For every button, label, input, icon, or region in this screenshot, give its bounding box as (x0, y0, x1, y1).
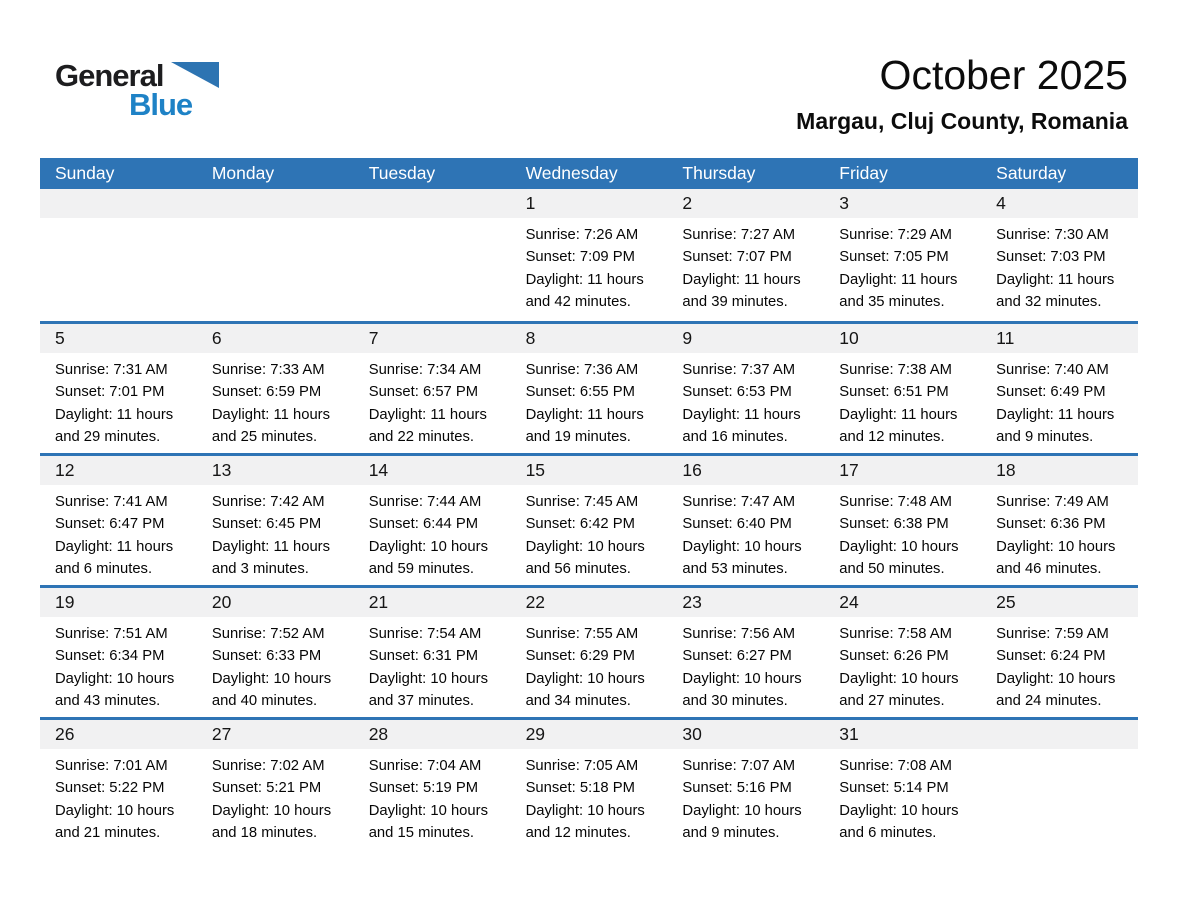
calendar-day-cell (197, 456, 354, 585)
calendar-day-cell (40, 456, 197, 585)
day-number: 1 (525, 193, 536, 213)
calendar-day-cell (511, 588, 668, 717)
daylight-text-line2: and 50 minutes. (839, 561, 945, 578)
daylight-text-line2: and 42 minutes. (525, 294, 631, 311)
logo-triangle-icon (171, 62, 219, 88)
day-header-thursday: Thursday (682, 163, 756, 183)
daylight-text-line2: and 56 minutes. (525, 561, 631, 578)
daylight-text-line1: Daylight: 11 hours (211, 406, 331, 423)
daylight-text-line1: Daylight: 10 hours (996, 670, 1116, 687)
sunset-text: Sunset: 6:33 PM (211, 648, 322, 665)
sunset-text: Sunset: 6:45 PM (211, 516, 322, 533)
sunrise-text: Sunrise: 7:47 AM (682, 494, 796, 510)
week-row (40, 189, 1138, 321)
daylight-text-line2: and 39 minutes. (682, 294, 788, 311)
sunset-text: Sunset: 5:14 PM (839, 780, 949, 797)
calendar-day-cell (511, 456, 668, 585)
daylight-text-line2: and 32 minutes. (996, 294, 1102, 311)
day-number: 9 (682, 328, 693, 348)
sunset-text: Sunset: 6:26 PM (839, 648, 949, 665)
calendar-empty-cell (981, 720, 1138, 849)
day-number: 4 (996, 193, 1006, 213)
sunset-text: Sunset: 6:29 PM (525, 648, 635, 665)
daylight-text-line1: Daylight: 10 hours (211, 670, 332, 687)
day-of-week-header-row (40, 158, 1138, 189)
day-number: 24 (839, 592, 859, 612)
page-subtitle: Margau, Cluj County, Romania (796, 108, 1128, 135)
day-header-monday: Monday (211, 163, 275, 183)
sunrise-text: Sunrise: 7:48 AM (839, 494, 952, 510)
calendar-weeks (40, 189, 1138, 849)
sunset-text: Sunset: 6:51 PM (839, 384, 949, 401)
sunset-text: Sunset: 6:42 PM (525, 516, 635, 533)
day-number: 28 (368, 724, 389, 744)
daylight-text-line2: and 18 minutes. (211, 825, 318, 842)
day-number: 19 (55, 592, 75, 612)
sunrise-text: Sunrise: 7:07 AM (682, 758, 796, 774)
daylight-text-line1: Daylight: 10 hours (368, 670, 488, 687)
calendar-day-cell (354, 456, 511, 585)
daylight-text-line2: and 35 minutes. (839, 294, 945, 311)
day-number: 20 (211, 592, 232, 612)
daylight-text-line2: and 9 minutes. (682, 825, 780, 842)
sunrise-text: Sunrise: 7:51 AM (55, 626, 168, 642)
daylight-text-line1: Daylight: 11 hours (839, 406, 958, 423)
sunset-text: Sunset: 7:03 PM (996, 249, 1106, 266)
daylight-text-line1: Daylight: 11 hours (996, 406, 1115, 423)
daylight-text-line2: and 21 minutes. (55, 825, 161, 842)
calendar-day-cell (40, 588, 197, 717)
sunset-text: Sunset: 6:31 PM (368, 648, 479, 665)
sunset-text: Sunset: 5:18 PM (525, 780, 635, 797)
daylight-text-line1: Daylight: 11 hours (839, 271, 958, 288)
day-number: 31 (839, 724, 859, 744)
daylight-text-line1: Daylight: 10 hours (368, 538, 488, 555)
day-header-saturday: Saturday (996, 163, 1067, 183)
calendar-day-cell (981, 456, 1138, 585)
week-grid (40, 189, 1138, 321)
day-number: 7 (368, 328, 379, 348)
day-number: 3 (839, 193, 850, 213)
sunset-text: Sunset: 6:27 PM (682, 648, 792, 665)
sunrise-text: Sunrise: 7:56 AM (682, 626, 796, 642)
day-number: 11 (996, 328, 1015, 348)
sunrise-text: Sunrise: 7:41 AM (55, 494, 168, 510)
calendar-day-cell (824, 588, 981, 717)
calendar-day-cell (511, 720, 668, 849)
daylight-text-line1: Daylight: 11 hours (682, 406, 801, 423)
week-grid (40, 456, 1138, 585)
calendar-day-cell (824, 189, 981, 321)
calendar-day-cell (197, 720, 354, 849)
daylight-text-line1: Daylight: 10 hours (55, 670, 175, 687)
logo-text-blue: Blue (129, 87, 193, 122)
sunrise-text: Sunrise: 7:52 AM (211, 626, 325, 642)
calendar-titles (796, 52, 1128, 135)
week-grid (40, 324, 1138, 453)
daylight-text-line2: and 3 minutes. (211, 561, 309, 578)
sunset-text: Sunset: 7:05 PM (839, 249, 949, 266)
sunrise-text: Sunrise: 7:58 AM (839, 626, 952, 642)
daylight-text-line1: Daylight: 10 hours (839, 670, 959, 687)
day-number: 16 (682, 460, 702, 480)
sunset-text: Sunset: 6:34 PM (55, 648, 165, 665)
daylight-text-line1: Daylight: 11 hours (682, 271, 801, 288)
sunrise-text: Sunrise: 7:44 AM (368, 494, 482, 510)
calendar-day-cell (981, 588, 1138, 717)
daylight-text-line2: and 12 minutes. (525, 825, 631, 842)
calendar-day-cell (354, 720, 511, 849)
daylight-text-line1: Daylight: 10 hours (839, 538, 959, 555)
day-number: 5 (55, 328, 65, 348)
day-number: 29 (525, 724, 546, 744)
calendar-empty-cell (197, 189, 354, 321)
sunrise-text: Sunrise: 7:37 AM (682, 362, 796, 378)
day-number: 8 (525, 328, 536, 348)
day-number: 17 (839, 460, 859, 480)
daylight-text-line2: and 53 minutes. (682, 561, 788, 578)
daylight-text-line1: Daylight: 11 hours (55, 538, 174, 555)
calendar-empty-cell (354, 189, 511, 321)
daylight-text-line2: and 24 minutes. (996, 693, 1102, 710)
calendar-day-cell (981, 324, 1138, 453)
sunrise-text: Sunrise: 7:27 AM (682, 227, 796, 243)
sunrise-text: Sunrise: 7:26 AM (525, 227, 639, 243)
calendar-day-cell (667, 324, 824, 453)
daylight-text-line1: Daylight: 10 hours (525, 670, 645, 687)
calendar-day-cell (981, 189, 1138, 321)
sunset-text: Sunset: 6:24 PM (996, 648, 1106, 665)
sunrise-text: Sunrise: 7:33 AM (211, 362, 325, 378)
daylight-text-line2: and 34 minutes. (525, 693, 631, 710)
day-header-sunday: Sunday (55, 163, 115, 183)
daylight-text-line2: and 22 minutes. (368, 429, 474, 446)
sunrise-text: Sunrise: 7:04 AM (368, 758, 482, 774)
sunset-text: Sunset: 5:22 PM (55, 780, 165, 797)
daylight-text-line1: Daylight: 11 hours (55, 406, 174, 423)
daylight-text-line2: and 6 minutes. (839, 825, 937, 842)
daylight-text-line1: Daylight: 11 hours (368, 406, 487, 423)
sunrise-text: Sunrise: 7:55 AM (525, 626, 639, 642)
daylight-text-line1: Daylight: 11 hours (996, 271, 1115, 288)
calendar-day-cell (824, 324, 981, 453)
daylight-text-line2: and 15 minutes. (368, 825, 474, 842)
daylight-text-line1: Daylight: 10 hours (368, 802, 488, 819)
daylight-text-line1: Daylight: 10 hours (525, 802, 645, 819)
daylight-text-line2: and 19 minutes. (525, 429, 631, 446)
week-row (40, 321, 1138, 453)
calendar-day-cell (354, 588, 511, 717)
calendar-day-cell (667, 189, 824, 321)
daylight-text-line1: Daylight: 10 hours (55, 802, 175, 819)
daylight-text-line1: Daylight: 11 hours (525, 406, 644, 423)
daylight-text-line1: Daylight: 10 hours (839, 802, 959, 819)
sunset-text: Sunset: 5:19 PM (368, 780, 479, 797)
day-number: 12 (55, 460, 75, 480)
sunset-text: Sunset: 6:59 PM (211, 384, 322, 401)
sunset-text: Sunset: 6:47 PM (55, 516, 165, 533)
sunrise-text: Sunrise: 7:45 AM (525, 494, 639, 510)
calendar-day-cell (511, 189, 668, 321)
day-number: 26 (55, 724, 75, 744)
page-header (0, 0, 1188, 158)
sunrise-text: Sunrise: 7:29 AM (839, 227, 952, 243)
day-number: 22 (525, 592, 546, 612)
daylight-text-line2: and 9 minutes. (996, 429, 1094, 446)
calendar-day-cell (511, 324, 668, 453)
daylight-text-line1: Daylight: 10 hours (682, 538, 802, 555)
sunrise-text: Sunrise: 7:38 AM (839, 362, 952, 378)
day-number: 6 (211, 328, 222, 348)
calendar-empty-cell (40, 189, 197, 321)
daylight-text-line2: and 59 minutes. (368, 561, 474, 578)
day-number: 18 (996, 460, 1016, 480)
sunset-text: Sunset: 5:21 PM (211, 780, 322, 797)
calendar-day-cell (354, 324, 511, 453)
daylight-text-line2: and 27 minutes. (839, 693, 945, 710)
calendar-table (40, 158, 1138, 849)
sunrise-text: Sunrise: 7:42 AM (211, 494, 325, 510)
daylight-text-line1: Daylight: 11 hours (211, 538, 331, 555)
sunset-text: Sunset: 6:49 PM (996, 384, 1106, 401)
calendar-day-cell (667, 720, 824, 849)
sunset-text: Sunset: 6:44 PM (368, 516, 479, 533)
sunrise-text: Sunrise: 7:01 AM (55, 758, 168, 774)
sunset-text: Sunset: 6:36 PM (996, 516, 1106, 533)
calendar-day-cell (824, 720, 981, 849)
sunset-text: Sunset: 7:01 PM (55, 384, 165, 401)
sunrise-text: Sunrise: 7:34 AM (368, 362, 482, 378)
day-number: 30 (682, 724, 702, 744)
sunset-text: Sunset: 5:16 PM (682, 780, 792, 797)
calendar-day-cell (667, 588, 824, 717)
day-number: 10 (839, 328, 859, 348)
sunrise-text: Sunrise: 7:02 AM (211, 758, 325, 774)
sunrise-text: Sunrise: 7:40 AM (996, 362, 1109, 378)
daylight-text-line2: and 30 minutes. (682, 693, 788, 710)
sunset-text: Sunset: 6:57 PM (368, 384, 479, 401)
sunrise-text: Sunrise: 7:54 AM (368, 626, 482, 642)
sunset-text: Sunset: 7:07 PM (682, 249, 792, 266)
sunset-text: Sunset: 6:40 PM (682, 516, 792, 533)
day-number: 27 (211, 724, 232, 744)
week-row (40, 453, 1138, 585)
day-number: 23 (682, 592, 702, 612)
sunrise-text: Sunrise: 7:08 AM (839, 758, 952, 774)
daylight-text-line2: and 46 minutes. (996, 561, 1102, 578)
week-row (40, 585, 1138, 717)
daylight-text-line1: Daylight: 10 hours (996, 538, 1116, 555)
daylight-text-line2: and 6 minutes. (55, 561, 153, 578)
week-grid (40, 720, 1138, 849)
week-row (40, 717, 1138, 849)
day-number: 15 (525, 460, 546, 480)
page-title: October 2025 (879, 52, 1128, 98)
sunset-text: Sunset: 6:55 PM (525, 384, 635, 401)
day-number: 2 (682, 193, 693, 213)
sunrise-text: Sunrise: 7:30 AM (996, 227, 1109, 243)
daylight-text-line2: and 25 minutes. (211, 429, 318, 446)
day-header-wednesday: Wednesday (525, 163, 618, 183)
calendar-day-cell (40, 324, 197, 453)
sunrise-text: Sunrise: 7:31 AM (55, 362, 168, 378)
daylight-text-line1: Daylight: 10 hours (211, 802, 332, 819)
sunrise-text: Sunrise: 7:59 AM (996, 626, 1109, 642)
daylight-text-line1: Daylight: 10 hours (682, 670, 802, 687)
sunset-text: Sunset: 6:38 PM (839, 516, 949, 533)
day-number: 25 (996, 592, 1016, 612)
day-number: 14 (368, 460, 389, 480)
day-header-friday: Friday (839, 163, 888, 183)
daylight-text-line2: and 40 minutes. (211, 693, 318, 710)
week-grid (40, 588, 1138, 717)
daylight-text-line1: Daylight: 10 hours (525, 538, 645, 555)
calendar-day-cell (667, 456, 824, 585)
day-number: 13 (211, 460, 232, 480)
sunrise-text: Sunrise: 7:49 AM (996, 494, 1109, 510)
daylight-text-line2: and 37 minutes. (368, 693, 474, 710)
sunset-text: Sunset: 6:53 PM (682, 384, 792, 401)
calendar-day-cell (197, 588, 354, 717)
logo-text-general: General (55, 58, 164, 93)
daylight-text-line2: and 16 minutes. (682, 429, 788, 446)
sunrise-text: Sunrise: 7:36 AM (525, 362, 639, 378)
sunset-text: Sunset: 7:09 PM (525, 249, 635, 266)
calendar-day-cell (824, 456, 981, 585)
daylight-text-line2: and 29 minutes. (55, 429, 161, 446)
calendar-day-cell (197, 324, 354, 453)
daylight-text-line2: and 43 minutes. (55, 693, 161, 710)
day-header-tuesday: Tuesday (368, 163, 436, 183)
daylight-text-line2: and 12 minutes. (839, 429, 945, 446)
general-blue-logo (55, 58, 275, 128)
daylight-text-line1: Daylight: 10 hours (682, 802, 802, 819)
day-number: 21 (368, 592, 389, 612)
calendar-day-cell (40, 720, 197, 849)
sunrise-text: Sunrise: 7:05 AM (525, 758, 639, 774)
daylight-text-line1: Daylight: 11 hours (525, 271, 644, 288)
